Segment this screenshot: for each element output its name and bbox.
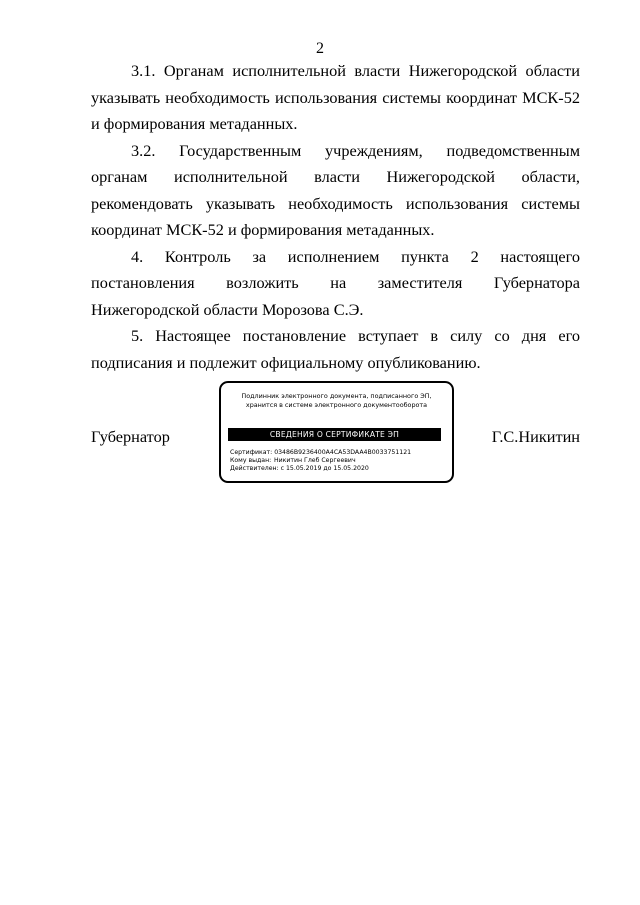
- issued-to-label: Кому выдан:: [230, 457, 272, 465]
- issued-to-value: Никитин Глеб Сергеевич: [273, 457, 356, 465]
- validity-line: [230, 465, 445, 473]
- stamp-header-line: хранится в системе электронного документооборота: [245, 401, 428, 409]
- electronic-signature-stamp: [219, 381, 454, 483]
- stamp-certificate-bar: СВЕДЕНИЯ О СЕРТИФИКАТЕ ЭП: [228, 428, 441, 441]
- page-number: 2: [316, 40, 324, 57]
- stamp-details: [230, 449, 445, 474]
- validity-label: Действителен:: [230, 465, 279, 473]
- paragraph-3-2: 3.2. Государственным учреждениям, подведомственным органам исполнительной власти Нижегородской области, рекомендовать указывать необходимость использования системы координат МСК-52 и формирования метаданных.: [91, 140, 580, 239]
- paragraph-4: 4. Контроль за исполнением пункта 2 настоящего постановления возложить на заместителя Губернатора Нижегородской области Морозова С.Э.: [91, 246, 580, 319]
- certificate-value: 03486B9236400A4CA53DAA4B0033751121: [274, 449, 412, 456]
- certificate-line: [230, 449, 445, 457]
- stamp-header: [221, 392, 452, 410]
- paragraph-5: 5. Настоящее постановление вступает в силу со дня его подписания и подлежит официальному опубликованию.: [91, 326, 580, 372]
- certificate-label: Сертификат:: [230, 449, 273, 456]
- stamp-header-line: Подлинник электронного документа, подписанного ЭП,: [241, 392, 432, 400]
- document-body: [91, 58, 580, 376]
- paragraph-3-1: 3.1. Органам исполнительной власти Нижегородской области указывать необходимость использования системы координат МСК-52 и формирования метаданных.: [91, 61, 580, 133]
- validity-value: с 15.05.2019 до 15.05.2020: [280, 465, 369, 473]
- signer-name: Г.С.Никитин: [491, 427, 580, 446]
- signer-title: Губернатор: [91, 427, 170, 446]
